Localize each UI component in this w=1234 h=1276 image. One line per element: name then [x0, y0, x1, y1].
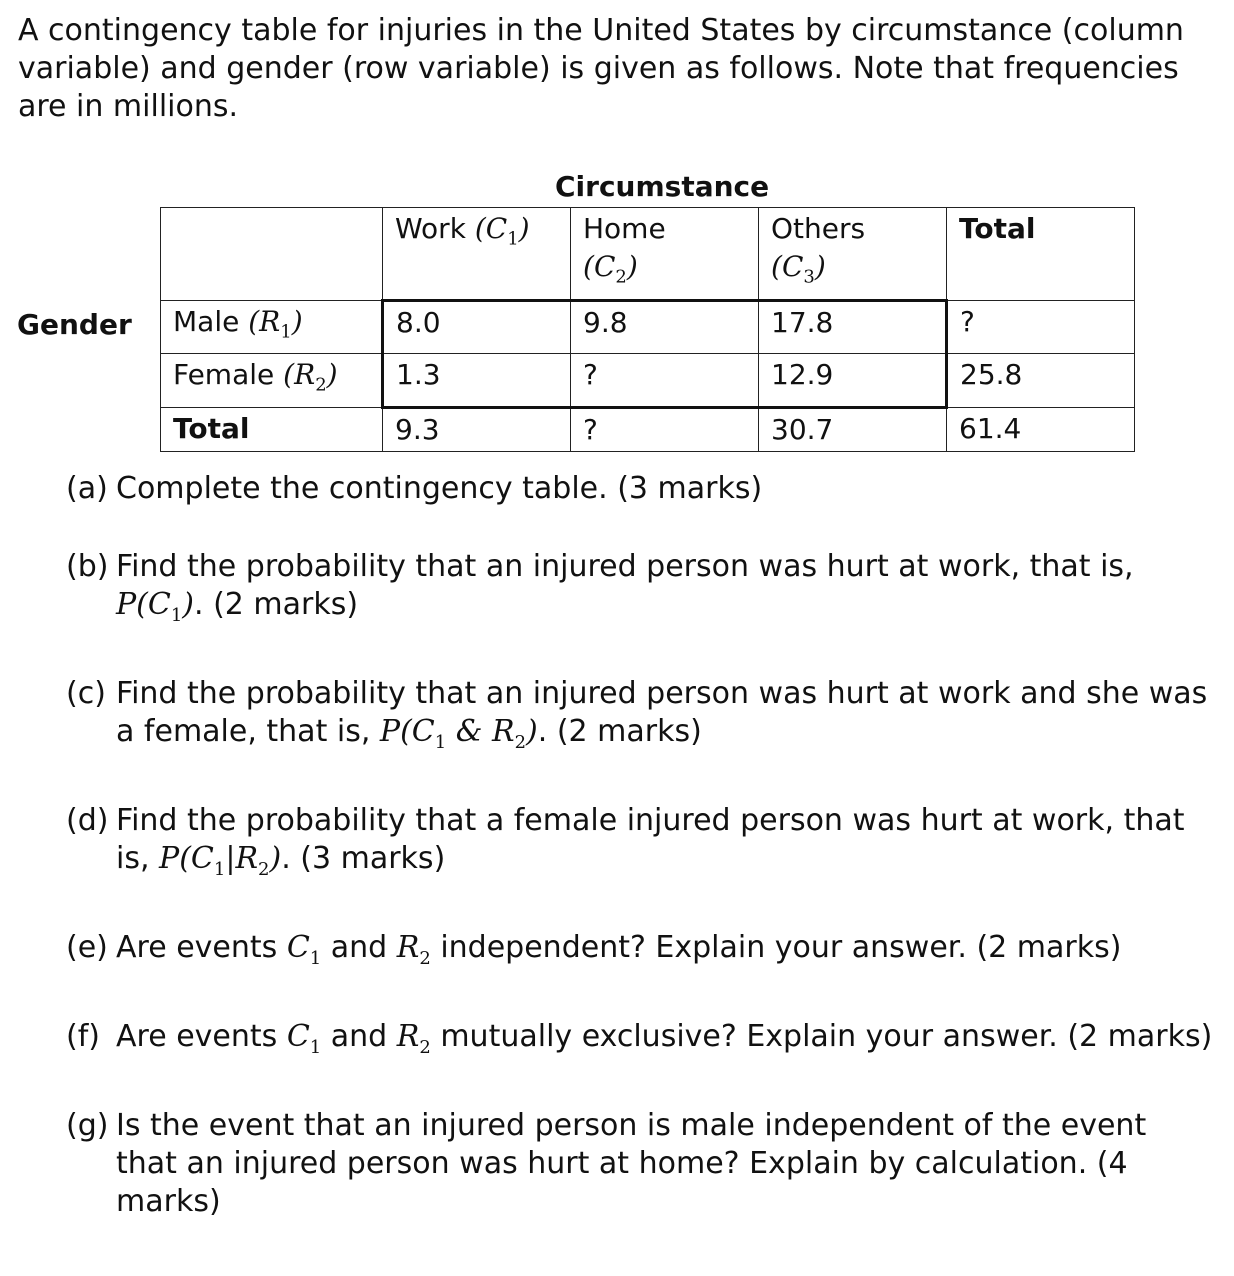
question-text: Is the event that an injured person is male independent of the event that an injured person was hurt at home? Explain by calculation. (4 marks): [116, 1108, 1147, 1219]
formula-p-c1: $P(C_1)$: [116, 587, 195, 626]
cell-total-work: 9.3: [383, 407, 571, 451]
table-row-total: [161, 407, 1135, 451]
contingency-table: [160, 207, 1135, 452]
header-total: Total: [947, 208, 1135, 301]
table-row-male: [161, 300, 1135, 354]
formula-p-c1-and-r2: $P(C_1$ & $R_2$): [379, 714, 538, 753]
header-home: Home $(C_2)$: [571, 208, 759, 301]
cell-female-total: 25.8: [947, 354, 1135, 408]
question-text: Find the probability that an injured person was hurt at work, that is, $P(C_1)$. (2 marks): [116, 549, 1134, 626]
cell-male-total: ?: [947, 300, 1135, 354]
question-label: (g): [66, 1108, 109, 1143]
row-group-label: Gender: [17, 308, 132, 341]
question-text: Complete the contingency table. (3 marks): [116, 471, 763, 506]
cell-total-total: 61.4: [947, 407, 1135, 451]
header-work: Work $(C_1)$: [383, 208, 571, 301]
row-label-female: Female $(R_2)$: [161, 354, 383, 408]
question-label: (b): [66, 549, 109, 584]
cell-female-home: ?: [571, 354, 759, 408]
question-d: [66, 802, 1216, 889]
intro-paragraph: A contingency table for injuries in the United States by circumstance (column variable) and gender (row variable) is given as follows. Note that frequencies are in millions.: [18, 13, 1184, 124]
question-label: (c): [66, 676, 106, 711]
cell-total-home: ?: [571, 407, 759, 451]
row-label-total: Total: [161, 407, 383, 451]
cell-male-home: 9.8: [571, 300, 759, 354]
question-text: Find the probability that an injured person was hurt at work and she was a female, that is, $P(C_1$ & $R_2$). (2 marks): [116, 676, 1208, 753]
table-row-female: [161, 354, 1135, 408]
cell-total-others: 30.7: [759, 407, 947, 451]
question-e: [66, 929, 1216, 978]
question-label: (a): [66, 471, 108, 506]
table-caption: Circumstance: [555, 170, 770, 203]
header-others: Others $(C_3)$: [759, 208, 947, 301]
question-g: [66, 1107, 1216, 1221]
question-b: [66, 548, 1216, 635]
formula-p-c1-given-r2: $P(C_1|R_2)$: [159, 841, 282, 880]
question-label: (d): [66, 803, 109, 838]
question-list: [66, 470, 1216, 1261]
row-label-male: Male $(R_1)$: [161, 300, 383, 354]
cell-female-work: 1.3: [383, 354, 571, 408]
question-text: Are events $C_1$ and $R_2$ mutually exclusive? Explain your answer. (2 marks): [116, 1019, 1213, 1058]
question-label: (e): [66, 930, 108, 965]
cell-female-others: 12.9: [759, 354, 947, 408]
header-empty-cell: [161, 208, 383, 301]
question-text: Are events $C_1$ and $R_2$ independent? Explain your answer. (2 marks): [116, 930, 1122, 969]
question-a: [66, 470, 1216, 508]
question-f: [66, 1018, 1216, 1067]
question-label: (f): [66, 1019, 100, 1054]
question-text: Find the probability that a female injured person was hurt at work, that is, $P(C_1|R_2)$. (3 marks): [116, 803, 1185, 880]
question-c: [66, 675, 1216, 762]
cell-male-others: 17.8: [759, 300, 947, 354]
table-header-row: [161, 208, 1135, 301]
cell-male-work: 8.0: [383, 300, 571, 354]
